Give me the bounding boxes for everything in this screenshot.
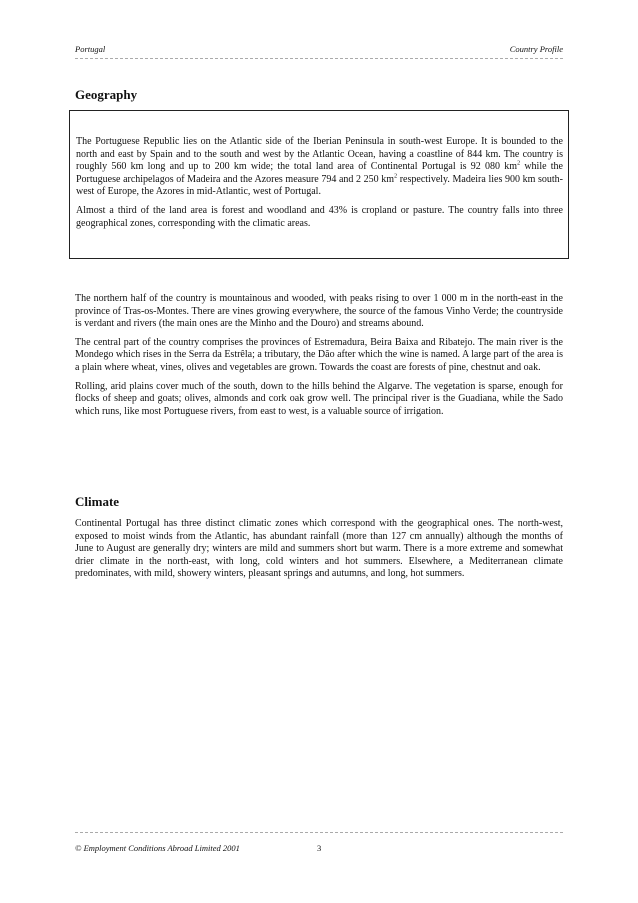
geography-summary-box (69, 110, 569, 259)
geography-paragraph-south: Rolling, arid plains cover much of the south, down to the hills behind the Algarve. The vegetation is sparse, enough for flocks of sheep and goats; olives, almonds and cork oak grow well. The principal river is the Guadiana, while the Sado which runs, like most Portuguese rivers, from east to west, is a valuable source of irrigation. (75, 380, 563, 417)
geography-paragraph-north: The northern half of the country is mountainous and wooded, with peaks rising to over 1 000 m in the north-east in the province of Tras-os-Montes. There are vines growing everywhere, the source of the famous Vinho Verde; the countryside is verdant and rivers (the main ones are the Minho and the Douro) and streams abound. (75, 293, 563, 330)
running-header (75, 44, 563, 54)
footer-copyright: © Employment Conditions Abroad Limited 2001 (75, 843, 240, 853)
header-right: Country Profile (509, 44, 563, 54)
climate-body (75, 518, 563, 587)
climate-heading: Climate (75, 494, 120, 509)
header-rule (75, 58, 563, 59)
header-left: Portugal (75, 44, 106, 54)
geography-heading: Geography (75, 87, 138, 102)
summary-paragraph-1: The Portuguese Republic lies on the Atlantic side of the Iberian Peninsula in south-west Europe. It is bounded to the north and east by Spain and to the south and west by the Atlantic Ocean, having a coastline of 844 km. The country is roughly 560 km long and up to 200 km wide; the total land area of Continental Portugal is 92 080 $km^2$ while the Portuguese archipelagos of Madeira and the Azores measure 794 and 2 250 $km^2$ respectively. Madeira lies 900 km south-west of Europe, the Azores in mid-Atlantic, west of Portugal. (76, 136, 563, 198)
running-footer (75, 843, 563, 853)
geography-paragraph-central: The central part of the country comprises the provinces of Estremadura, Beira Baixa and Ribatejo. The main river is the Mondego which rises in the Serra da Estrêla; a tributary, the Dão after which the wine is named. A large part of the area is a plain where wheat, vines, olives and vegetables are grown. Towards the coast are forests of pine, chestnut and oak. (75, 336, 563, 373)
climate-paragraph: Continental Portugal has three distinct climatic zones which correspond with the geographical ones. The north-west, exposed to moist winds from the Atlantic, has abundant rainfall (more than 127 cm annually) although the months of June to August are generally dry; winters are mild and summers short but warm. There is a more extreme and somewhat drier climate in the north-east, with long, cold winters and hot summers. Elsewhere, a Mediterranean climate predominates, with mild, showery winters, pleasant springs and autumns, and long, hot summers. (75, 518, 563, 580)
summary-paragraph-2: Almost a third of the land area is forest and woodland and 43% is cropland or pasture. The country falls into three geographical zones, corresponding with the climatic areas. (76, 204, 563, 229)
geography-body (75, 293, 563, 424)
footer-rule (75, 832, 563, 833)
page-number: 3 (317, 843, 322, 853)
